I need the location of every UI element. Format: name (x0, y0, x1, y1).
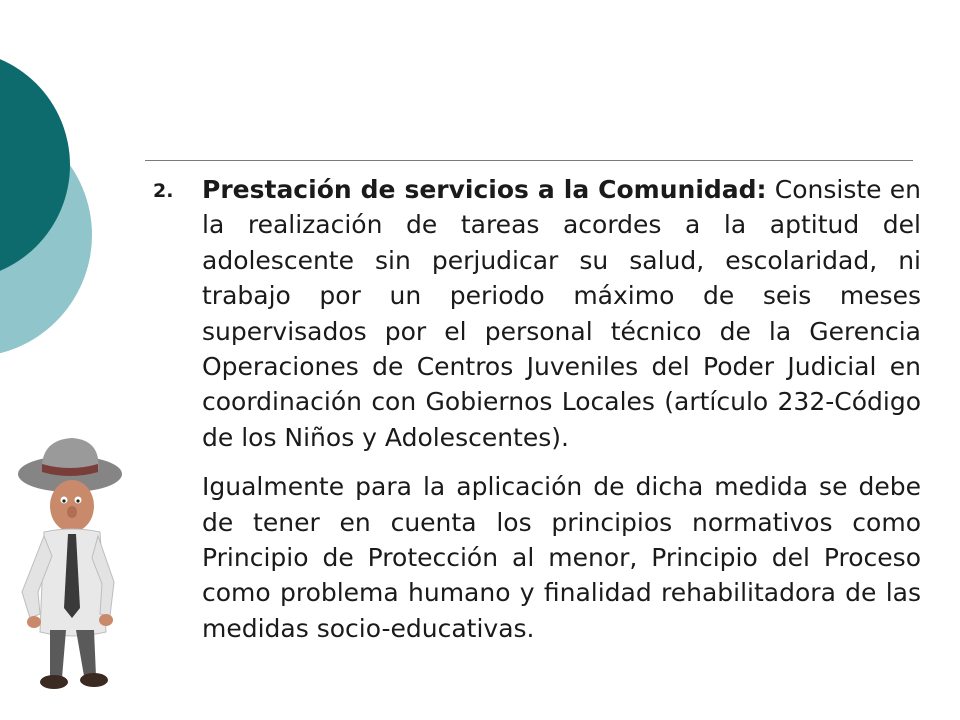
list-item-paragraph (202, 172, 921, 455)
slide-body (202, 172, 921, 646)
decorative-circles (0, 0, 110, 400)
list-item-title: Prestación de servicios a la Comunidad: (202, 175, 767, 204)
list-item-text: Consiste en la realización de tareas acordes a la aptitud del adolescente sin perjudicar su salud, escolaridad, ni trabajo por un periodo máximo de seis meses supervisados por el personal técnico de la Gerencia Operaciones de Centros Juveniles del Poder Judicial en coordinación con Gobiernos Locales (artículo 232-Código de los Niños y Adolescentes). (202, 175, 921, 452)
list-item-number: 2. (153, 180, 174, 202)
cartoon-man-illustration (10, 432, 130, 692)
horizontal-divider (145, 160, 913, 161)
second-paragraph: Igualmente para la aplicación de dicha medida se debe de tener en cuenta los principios normativos como Principio de Protección al menor, Principio del Proceso como problema humano y finalidad rehabilitadora de las medidas socio-educativas. (202, 472, 921, 643)
